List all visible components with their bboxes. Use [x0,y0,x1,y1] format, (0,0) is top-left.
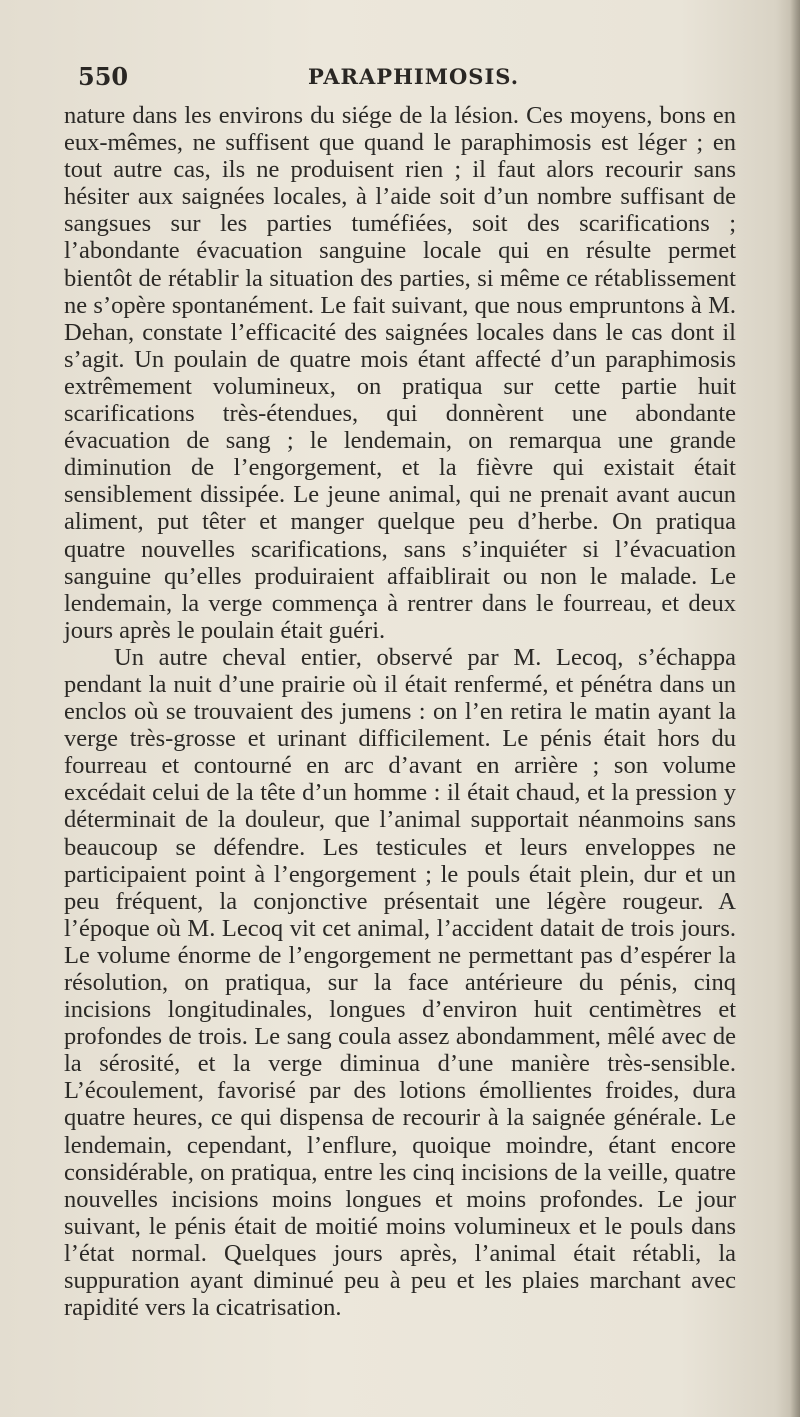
paragraph-lecoq-case: Un autre cheval entier, observé par M. Lecoq, s’échappa pendant la nuit d’une prairie où il était renfermé, et pénétra dans un enclos où se trouvaient des jumens : on l’en retira le matin ayant la verge très-grosse et urinant difficilement. Le pénis était hors du fourreau et contourné en arc d’avant en arrière ; son volume excédait celui de la tête d’un homme : il était chaud, et la pression y déterminait de la douleur, que l’animal supportait néanmoins sans beaucoup se défendre. Les testicules et leurs enveloppes ne participaient point à l’engorgement ; le pouls était plein, dur et un peu fréquent, la conjonctive présentait une légère rougeur. A l’époque où M. Lecoq vit cet animal, l’accident datait de trois jours. Le volume énorme de l’engorgement ne permettant pas d’espérer la résolution, on pratiqua, sur la face antérieure du pénis, cinq incisions longitudinales, longues d’environ huit centimètres et profondes de trois. Le sang coula assez abondamment, mêlé avec de la sérosité, et la verge diminua d’une manière très-sensible. L’écoulement, favorisé par des lotions émollientes froides, dura quatre heures, ce qui dispensa de recourir à la saignée générale. Le lendemain, cependant, l’enflure, quoique moindre, étant encore considérable, on pratiqua, entre les cinq incisions de la veille, quatre nouvelles incisions moins longues et moins profondes. Le jour suivant, le pénis était de moitié moins volumineux et le pouls dans l’état normal. Quelques jours après, l’animal était rétabli, la suppuration ayant diminué peu à peu et les plaies marchant avec rapidité vers la cicatrisation. [64,643,736,1322]
page-edge-shadow [790,0,800,1417]
body-text [64,102,736,1321]
paragraph-continuation: nature dans les environs du siége de la lésion. Ces moyens, bons en eux-mêmes, ne suffisent que quand le paraphimosis est léger ; en tout autre cas, ils ne produisent rien ; il faut alors recourir sans hésiter aux saignées locales, à l’aide soit d’un nombre suffisant de sangsues sur les parties tuméfiées, soit des scarifications ; l’abondante évacuation sanguine locale qui en résulte permet bientôt de rétablir la situation des parties, si même ce rétablissement ne s’opère spontanément. Le fait suivant, que nous empruntons à M. Dehan, constate l’efficacité des saignées locales dans le cas dont il s’agit. Un poulain de quatre mois étant affecté d’un paraphimosis extrêmement volumineux, on pratiqua sur cette partie huit scarifications très-étendues, qui donnèrent une abondante évacuation de sang ; le lendemain, on remarqua une grande diminution de l’engorgement, et la fièvre qui existait était sensiblement dissipée. Le jeune animal, qui ne prenait avant aucun aliment, put têter et manger quelque peu d’herbe. On pratiqua quatre nouvelles scarifications, sans s’inquiéter si l’évacuation sanguine qu’elles produiraient affaiblirait ou non le malade. Le lendemain, la verge commença à rentrer dans le fourreau, et deux jours après le poulain était guéri. [64,102,736,644]
page-number: 550 [78,62,129,91]
running-head: PARAPHIMOSIS. [308,64,520,89]
page-header [78,62,718,92]
